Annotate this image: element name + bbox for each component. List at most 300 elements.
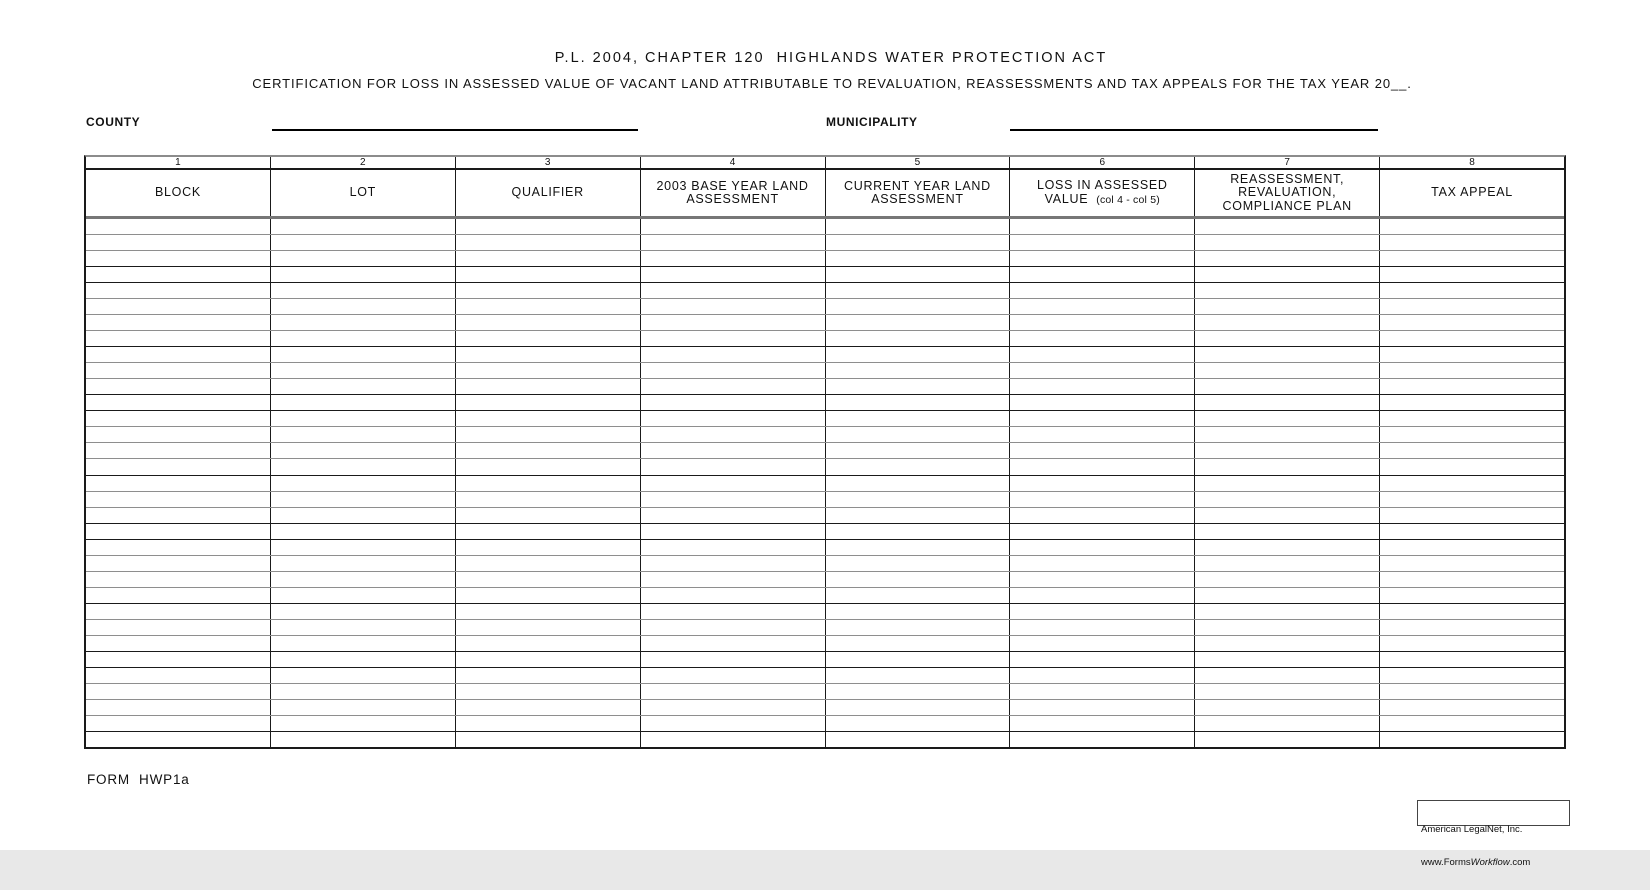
vendor-url: www.FormsWorkflow.com [1421,857,1531,868]
table-cell[interactable] [456,315,641,330]
table-cell[interactable] [271,363,456,378]
table-cell[interactable] [1195,700,1380,715]
table-cell[interactable] [456,347,641,362]
table-cell[interactable] [271,732,456,747]
table-cell[interactable] [1195,476,1380,491]
table-cell[interactable] [826,427,1011,442]
table-cell[interactable] [641,315,826,330]
table-cell[interactable] [271,636,456,651]
table-cell[interactable] [1380,732,1564,747]
table-cell[interactable] [1380,411,1564,426]
table-cell[interactable] [271,411,456,426]
table-cell[interactable] [1380,235,1564,250]
table-cell[interactable] [1380,588,1564,603]
table-cell[interactable] [86,636,271,651]
table-cell[interactable] [826,652,1011,667]
table-cell[interactable] [1010,636,1195,651]
table-cell[interactable] [1195,652,1380,667]
table-cell[interactable] [1010,443,1195,458]
table-cell[interactable] [1380,443,1564,458]
table-cell[interactable] [456,443,641,458]
table-cell[interactable] [1380,395,1564,410]
table-cell[interactable] [271,700,456,715]
table-cell[interactable] [826,636,1011,651]
table-cell[interactable] [826,620,1011,635]
table-cell[interactable] [1195,427,1380,442]
table-cell[interactable] [1380,427,1564,442]
column-number: 3 [456,157,641,168]
column-header: CURRENT YEAR LAND ASSESSMENT [826,170,1011,216]
table-cell[interactable] [86,716,271,731]
table-cell[interactable] [641,604,826,619]
table-cell[interactable] [1010,668,1195,683]
table-row [86,251,1564,267]
table-row [86,588,1564,604]
table-cell[interactable] [1010,411,1195,426]
table-cell[interactable] [826,732,1011,747]
table-cell[interactable] [1195,604,1380,619]
table-cell[interactable] [1195,363,1380,378]
table-cell[interactable] [826,395,1011,410]
table-cell[interactable] [86,395,271,410]
table-cell[interactable] [1195,668,1380,683]
table-row [86,219,1564,235]
table-cell[interactable] [271,604,456,619]
table-cell[interactable] [86,427,271,442]
table-cell[interactable] [86,556,271,571]
table-cell[interactable] [826,572,1011,587]
table-cell[interactable] [86,267,271,282]
table-cell[interactable] [641,524,826,539]
table-cell[interactable] [456,732,641,747]
table-cell[interactable] [641,572,826,587]
table-cell[interactable] [86,732,271,747]
table-cell[interactable] [456,395,641,410]
table-cell[interactable] [641,508,826,523]
table-cell[interactable] [1195,716,1380,731]
table-cell[interactable] [1010,524,1195,539]
column-number: 2 [271,157,456,168]
table-cell[interactable] [1195,235,1380,250]
table-cell[interactable] [1195,443,1380,458]
table-cell[interactable] [271,347,456,362]
table-cell[interactable] [1380,508,1564,523]
table-cell[interactable] [1195,251,1380,266]
table-cell[interactable] [1380,219,1564,234]
table-cell[interactable] [1195,331,1380,346]
table-cell[interactable] [641,492,826,507]
table-cell[interactable] [1195,620,1380,635]
table-cell[interactable] [1380,267,1564,282]
table-cell[interactable] [271,459,456,474]
table-cell[interactable] [86,459,271,474]
table-cell[interactable] [1010,315,1195,330]
table-cell[interactable] [271,251,456,266]
table-row [86,668,1564,684]
table-cell[interactable] [1195,524,1380,539]
table-cell[interactable] [86,572,271,587]
table-cell[interactable] [1380,668,1564,683]
table-cell[interactable] [1195,508,1380,523]
table-cell[interactable] [271,476,456,491]
table-cell[interactable] [826,331,1011,346]
table-cell[interactable] [271,267,456,282]
table-row [86,235,1564,251]
table-cell[interactable] [456,267,641,282]
table-cell[interactable] [1380,347,1564,362]
table-cell[interactable] [86,379,271,394]
table-cell[interactable] [456,620,641,635]
table-cell[interactable] [1195,315,1380,330]
table-cell[interactable] [86,315,271,330]
table-cell[interactable] [1380,620,1564,635]
table-cell[interactable] [641,588,826,603]
table-cell[interactable] [826,524,1011,539]
table-cell[interactable] [456,219,641,234]
table-cell[interactable] [1380,716,1564,731]
table-cell[interactable] [1380,492,1564,507]
table-cell[interactable] [1195,540,1380,555]
table-cell[interactable] [86,251,271,266]
table-cell[interactable] [641,219,826,234]
table-cell[interactable] [1010,427,1195,442]
assessment-table [84,155,1566,749]
table-cell[interactable] [1010,684,1195,699]
county-input-line[interactable] [272,129,638,131]
table-cell[interactable] [456,363,641,378]
table-cell[interactable] [1010,299,1195,314]
table-cell[interactable] [456,588,641,603]
table-cell[interactable] [1010,251,1195,266]
table-cell[interactable] [1010,283,1195,298]
table-cell[interactable] [826,235,1011,250]
table-cell[interactable] [86,219,271,234]
table-cell[interactable] [826,716,1011,731]
table-cell[interactable] [1195,572,1380,587]
table-cell[interactable] [826,283,1011,298]
table-cell[interactable] [456,540,641,555]
table-cell[interactable] [1195,556,1380,571]
table-cell[interactable] [826,315,1011,330]
table-cell[interactable] [1380,572,1564,587]
table-cell[interactable] [826,556,1011,571]
table-cell[interactable] [641,459,826,474]
table-cell[interactable] [271,492,456,507]
table-cell[interactable] [456,492,641,507]
table-cell[interactable] [1195,267,1380,282]
table-cell[interactable] [86,347,271,362]
table-cell[interactable] [641,251,826,266]
table-cell[interactable] [86,476,271,491]
table-cell[interactable] [456,251,641,266]
table-row [86,283,1564,299]
table-cell[interactable] [271,716,456,731]
table-cell[interactable] [641,620,826,635]
table-cell[interactable] [456,716,641,731]
table-cell[interactable] [271,315,456,330]
column-header: BLOCK [86,170,271,216]
table-cell[interactable] [456,331,641,346]
table-cell[interactable] [826,476,1011,491]
table-cell[interactable] [456,427,641,442]
table-cell[interactable] [1010,652,1195,667]
table-cell[interactable] [271,556,456,571]
table-cell[interactable] [271,620,456,635]
table-cell[interactable] [86,652,271,667]
table-row [86,299,1564,315]
table-cell[interactable] [1010,219,1195,234]
table-cell[interactable] [1010,732,1195,747]
table-cell[interactable] [456,652,641,667]
table-cell[interactable] [1195,492,1380,507]
table-row [86,572,1564,588]
table-cell[interactable] [86,299,271,314]
table-cell[interactable] [456,459,641,474]
table-cell[interactable] [86,331,271,346]
table-cell[interactable] [86,492,271,507]
table-cell[interactable] [1010,235,1195,250]
table-cell[interactable] [1010,363,1195,378]
table-cell[interactable] [1380,459,1564,474]
table-cell[interactable] [456,508,641,523]
table-cell[interactable] [1195,636,1380,651]
table-cell[interactable] [641,411,826,426]
table-cell[interactable] [641,395,826,410]
table-cell[interactable] [456,604,641,619]
table-cell[interactable] [826,668,1011,683]
table-body [86,219,1564,747]
table-cell[interactable] [1380,379,1564,394]
table-cell[interactable] [271,652,456,667]
table-cell[interactable] [826,492,1011,507]
table-cell[interactable] [456,572,641,587]
table-cell[interactable] [1195,379,1380,394]
table-cell[interactable] [86,684,271,699]
table-row [86,604,1564,620]
table-cell[interactable] [271,668,456,683]
table-cell[interactable] [1195,347,1380,362]
table-cell[interactable] [1195,411,1380,426]
table-cell[interactable] [456,668,641,683]
table-cell[interactable] [1195,395,1380,410]
table-cell[interactable] [826,299,1011,314]
table-cell[interactable] [1380,684,1564,699]
table-cell[interactable] [826,363,1011,378]
table-cell[interactable] [86,363,271,378]
table-cell[interactable] [86,283,271,298]
table-cell[interactable] [271,427,456,442]
table-row [86,267,1564,283]
table-cell[interactable] [86,668,271,683]
table-cell[interactable] [826,459,1011,474]
table-cell[interactable] [456,556,641,571]
table-cell[interactable] [86,411,271,426]
table-cell[interactable] [1010,540,1195,555]
table-cell[interactable] [456,524,641,539]
table-cell[interactable] [826,347,1011,362]
table-cell[interactable] [271,508,456,523]
table-cell[interactable] [1010,572,1195,587]
table-cell[interactable] [456,411,641,426]
table-cell[interactable] [826,540,1011,555]
table-cell[interactable] [456,700,641,715]
table-cell[interactable] [271,684,456,699]
table-cell[interactable] [1010,459,1195,474]
table-cell[interactable] [456,235,641,250]
table-cell[interactable] [271,379,456,394]
table-cell[interactable] [641,700,826,715]
table-cell[interactable] [826,604,1011,619]
table-cell[interactable] [1380,283,1564,298]
table-cell[interactable] [1195,732,1380,747]
table-cell[interactable] [1380,604,1564,619]
table-row [86,732,1564,747]
table-cell[interactable] [86,235,271,250]
table-cell[interactable] [86,700,271,715]
table-cell[interactable] [1195,588,1380,603]
table-cell[interactable] [1380,540,1564,555]
table-cell[interactable] [641,267,826,282]
table-cell[interactable] [1010,716,1195,731]
table-cell[interactable] [641,540,826,555]
table-cell[interactable] [1380,524,1564,539]
table-cell[interactable] [1010,347,1195,362]
table-cell[interactable] [1380,251,1564,266]
table-cell[interactable] [456,684,641,699]
table-cell[interactable] [456,636,641,651]
table-cell[interactable] [1010,556,1195,571]
table-cell[interactable] [86,540,271,555]
table-cell[interactable] [1380,476,1564,491]
table-cell[interactable] [271,540,456,555]
table-cell[interactable] [271,524,456,539]
table-cell[interactable] [271,572,456,587]
table-cell[interactable] [86,588,271,603]
column-number: 1 [86,157,271,168]
table-cell[interactable] [456,476,641,491]
table-cell[interactable] [86,620,271,635]
table-row [86,363,1564,379]
table-cell[interactable] [1195,283,1380,298]
table-cell[interactable] [271,283,456,298]
table-cell[interactable] [641,636,826,651]
table-cell[interactable] [826,219,1011,234]
table-cell[interactable] [641,716,826,731]
table-cell[interactable] [1380,331,1564,346]
table-row [86,684,1564,700]
table-cell[interactable] [1380,315,1564,330]
table-cell[interactable] [641,668,826,683]
table-cell[interactable] [1010,588,1195,603]
table-cell[interactable] [1195,459,1380,474]
table-cell[interactable] [456,299,641,314]
table-cell[interactable] [826,411,1011,426]
table-cell[interactable] [271,395,456,410]
table-cell[interactable] [1380,299,1564,314]
table-cell[interactable] [1195,684,1380,699]
table-cell[interactable] [86,604,271,619]
table-cell[interactable] [1010,395,1195,410]
table-cell[interactable] [641,427,826,442]
table-cell[interactable] [271,588,456,603]
form-subtitle: CERTIFICATION FOR LOSS IN ASSESSED VALUE OF VACANT LAND ATTRIBUTABLE TO REVALUATION, REASSESSMENTS AND TAX APPEALS FOR THE TAX YEAR 20__. [252,76,1412,91]
column-header-row [86,170,1564,219]
table-cell[interactable] [1010,331,1195,346]
table-cell[interactable] [1010,267,1195,282]
table-cell[interactable] [826,700,1011,715]
table-row [86,652,1564,668]
table-cell[interactable] [641,347,826,362]
table-cell[interactable] [271,443,456,458]
table-cell[interactable] [86,524,271,539]
table-cell[interactable] [641,379,826,394]
table-cell[interactable] [1010,492,1195,507]
table-cell[interactable] [1010,379,1195,394]
table-cell[interactable] [826,267,1011,282]
table-cell[interactable] [641,556,826,571]
table-cell[interactable] [1010,476,1195,491]
table-cell[interactable] [271,235,456,250]
table-cell[interactable] [1380,556,1564,571]
table-row [86,411,1564,427]
table-cell[interactable] [641,363,826,378]
table-cell[interactable] [1380,363,1564,378]
table-cell[interactable] [1380,636,1564,651]
table-cell[interactable] [641,235,826,250]
table-row [86,508,1564,524]
table-cell[interactable] [826,251,1011,266]
table-cell[interactable] [456,379,641,394]
table-row [86,492,1564,508]
table-cell[interactable] [641,652,826,667]
table-cell[interactable] [641,331,826,346]
table-cell[interactable] [86,443,271,458]
table-cell[interactable] [1380,700,1564,715]
table-cell[interactable] [1010,620,1195,635]
table-row [86,540,1564,556]
table-cell[interactable] [1195,299,1380,314]
table-cell[interactable] [1195,219,1380,234]
table-row [86,315,1564,331]
county-label: COUNTY [86,115,141,129]
table-row [86,476,1564,492]
table-cell[interactable] [1010,604,1195,619]
municipality-label: MUNICIPALITY [826,115,918,129]
table-cell[interactable] [641,476,826,491]
table-cell[interactable] [271,219,456,234]
table-cell[interactable] [1380,652,1564,667]
table-cell[interactable] [641,443,826,458]
table-cell[interactable] [641,732,826,747]
table-cell[interactable] [641,283,826,298]
form-number: FORM HWP1a [87,772,190,787]
table-cell[interactable] [271,331,456,346]
table-cell[interactable] [1010,700,1195,715]
table-cell[interactable] [826,588,1011,603]
table-cell[interactable] [1010,508,1195,523]
table-cell[interactable] [271,299,456,314]
municipality-input-line[interactable] [1010,129,1378,131]
table-cell[interactable] [826,379,1011,394]
table-cell[interactable] [641,299,826,314]
table-cell[interactable] [456,283,641,298]
table-cell[interactable] [826,684,1011,699]
table-cell[interactable] [826,508,1011,523]
table-row [86,556,1564,572]
table-cell[interactable] [641,684,826,699]
table-cell[interactable] [826,443,1011,458]
table-cell[interactable] [86,508,271,523]
